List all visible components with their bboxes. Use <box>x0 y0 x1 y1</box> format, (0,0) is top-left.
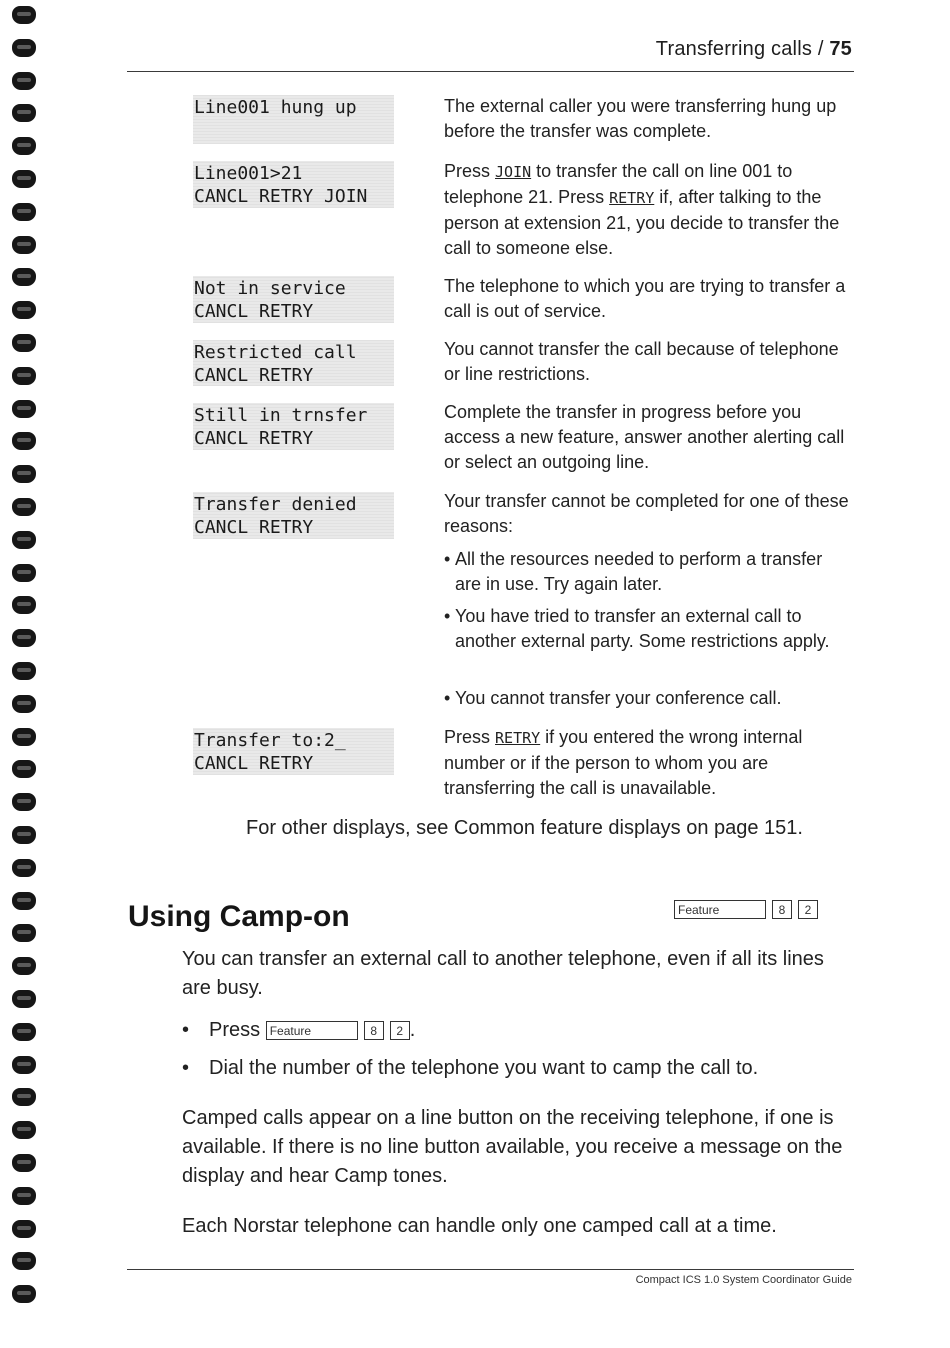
binding-ring <box>12 695 36 713</box>
desc-text: Press <box>444 161 496 181</box>
desc-text: if, after talking to the person at extension 21, you decide to transfer the call to someone else. <box>444 187 840 258</box>
footer-rule <box>127 1269 854 1270</box>
desc-not-in-service: The telephone to which you are trying to transfer a call is out of service. <box>444 276 846 321</box>
step-press-end: . <box>409 1019 416 1041</box>
binding-ring <box>12 859 36 877</box>
spiral-binding <box>6 0 40 1348</box>
denied-reason-3: • You cannot transfer your conference call. <box>444 686 844 711</box>
header-section-title: Transferring calls <box>655 38 813 60</box>
desc-text: to transfer the call on line 001 to telephone 21. Press <box>444 161 793 207</box>
denied-reason-2: • You have tried to transfer an external call to another external party. Some restrictions apply. <box>444 604 844 654</box>
lcd-display-hung-up: Line001 hung up <box>193 95 394 144</box>
binding-ring <box>12 924 36 942</box>
binding-ring <box>12 104 36 122</box>
other-displays-note: For other displays, see Common feature displays on page 151. <box>246 817 803 839</box>
binding-ring <box>12 432 36 450</box>
lcd-display-transfer-to: Transfer to:2_ CANCL RETRY <box>193 728 394 775</box>
step-press: • Press Feature 8 2 . <box>182 1019 416 1041</box>
binding-ring <box>12 465 36 483</box>
camped-calls-paragraph: Camped calls appear on a line button on the receiving telephone, if one is available. If there is no line button available, you receive a message on the display and hear Camp tones. <box>182 1107 843 1187</box>
feature-code-keys <box>674 900 818 919</box>
binding-ring <box>12 367 36 385</box>
desc-restricted: You cannot transfer the call because of telephone or line restrictions. <box>444 339 839 384</box>
desc-transfer-denied: Your transfer cannot be completed for one of these reasons: <box>444 491 849 536</box>
each-telephone-paragraph: Each Norstar telephone can handle only one camped call at a time. <box>182 1215 777 1237</box>
binding-ring <box>12 1154 36 1172</box>
binding-ring <box>12 1121 36 1139</box>
binding-ring <box>12 137 36 155</box>
digit-key-8: 8 <box>364 1021 384 1040</box>
page-footer: Compact ICS 1.0 System Coordinator Guide <box>635 1274 852 1286</box>
binding-ring <box>12 498 36 516</box>
binding-ring <box>12 531 36 549</box>
binding-ring <box>12 170 36 188</box>
binding-ring <box>12 72 36 90</box>
header-rule <box>127 71 854 72</box>
binding-ring <box>12 596 36 614</box>
binding-ring <box>12 990 36 1008</box>
softkey-retry: RETRY <box>609 189 655 207</box>
binding-ring <box>12 629 36 647</box>
desc-still-transfer: Complete the transfer in progress before you access a new feature, answer another alerting call or select an outgoing line. <box>444 402 845 472</box>
binding-ring <box>12 6 36 24</box>
binding-ring <box>12 957 36 975</box>
denied-reason-1: • All the resources needed to perform a transfer are in use. Try again later. <box>444 547 844 597</box>
feature-key: Feature <box>266 1021 358 1040</box>
binding-ring <box>12 1088 36 1106</box>
lcd-display-not-in-service: Not in service CANCL RETRY <box>193 276 394 323</box>
step-dial: • Dial the number of the telephone you want to camp the call to. <box>182 1054 758 1083</box>
binding-ring <box>12 728 36 746</box>
lcd-display-still-transfer: Still in trnsfer CANCL RETRY <box>193 403 394 450</box>
camp-on-intro: You can transfer an external call to another telephone, even if all its lines are busy. <box>182 948 824 999</box>
binding-ring <box>12 892 36 910</box>
lcd-display-restricted: Restricted call CANCL RETRY <box>193 340 394 386</box>
desc-line-join <box>444 159 849 261</box>
softkey-retry: RETRY <box>495 729 541 747</box>
header-separator: / <box>817 38 824 60</box>
digit-key-8: 8 <box>772 900 792 919</box>
desc-text: Press <box>444 727 496 747</box>
denied-reason-text: All the resources needed to perform a transfer are in use. Try again later. <box>455 549 823 594</box>
binding-ring <box>12 39 36 57</box>
binding-ring <box>12 1285 36 1303</box>
binding-ring <box>12 1023 36 1041</box>
binding-ring <box>12 1056 36 1074</box>
step-dial-text: Dial the number of the telephone you want to camp the call to. <box>209 1057 759 1079</box>
softkey-join: JOIN <box>495 163 532 181</box>
desc-text: if you entered the wrong internal number or if the person to whom you are transferring the call is unavailable. <box>444 727 803 798</box>
page-header <box>656 38 852 61</box>
binding-ring <box>12 1252 36 1270</box>
binding-ring <box>12 268 36 286</box>
binding-ring <box>12 301 36 319</box>
desc-hung-up: The external caller you were transferring hung up before the transfer was complete. <box>444 96 837 141</box>
binding-ring <box>12 400 36 418</box>
lcd-display-transfer-denied: Transfer denied CANCL RETRY <box>193 492 394 539</box>
denied-reason-text: You have tried to transfer an external call to another external party. Some restrictions apply. <box>455 606 830 651</box>
binding-ring <box>12 760 36 778</box>
binding-ring <box>12 334 36 352</box>
denied-reason-text: You cannot transfer your conference call. <box>455 688 782 708</box>
binding-ring <box>12 203 36 221</box>
binding-ring <box>12 793 36 811</box>
section-title-camp-on: Using Camp-on <box>128 900 350 933</box>
binding-ring <box>12 662 36 680</box>
digit-key-2: 2 <box>390 1021 410 1040</box>
desc-transfer-to <box>444 725 849 801</box>
binding-ring <box>12 236 36 254</box>
digit-key-2: 2 <box>798 900 818 919</box>
step-press-label: Press <box>209 1019 261 1041</box>
binding-ring <box>12 1220 36 1238</box>
page-number: 75 <box>829 38 852 60</box>
lcd-display-line-join: Line001>21 CANCL RETRY JOIN <box>193 161 394 208</box>
binding-ring <box>12 826 36 844</box>
binding-ring <box>12 564 36 582</box>
feature-key: Feature <box>674 900 766 919</box>
binding-ring <box>12 1187 36 1205</box>
